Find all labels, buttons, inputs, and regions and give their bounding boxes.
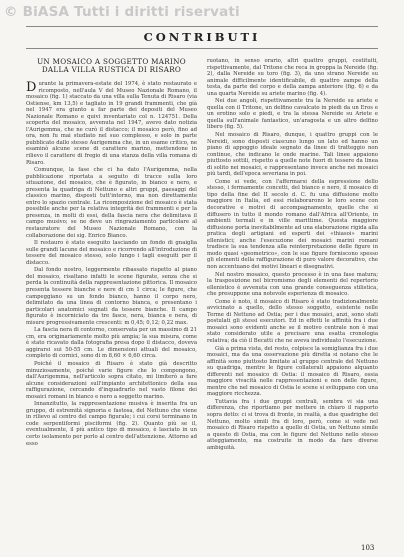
page-number: 103: [361, 544, 375, 552]
drop-cap: D: [26, 80, 37, 95]
top-rule: [26, 26, 378, 27]
paragraph: Tuttavia fra i due gruppi centrali, sembra vi sia una differenza, che riportiamo per mettere in chiaro il rapporto sopra detto: ci si trova di fronte, in realtà, a due quadrighe del Nettuno, molto simili fra di loro, però, come si vede nel mosaico di Risaro rispetto a quello di Ostia, un Nettuno simile a questo di Ostia, ma con le figure del Nettuno nello stesso atteggiamento, ma costruite in modo da fare diverse ambiguità.: [207, 398, 378, 451]
paragraph: Come si vede, con l'affermarsi della espressione dello stesso, i fermamente concetti, del bianco e nero, il mosaico di tipo della fine del II secolo d. C. fu una diffusione molto maggiore in Italia, ed essi rielaborarono le loro scene con decorative e motivi di accompagnamento, quelle che si diffusero in tutto il mondo romano dall'Africa all'Oriente, in ambienti termali e in ville marittime. Questa maggiore diffusione porta inevitabilmente ad una elaborazione rigida alla pratica degli artigiani ed esperti dei «thiasoi» marini ellenistici; anche l'esecuzione dei mosaici marini romani tradisce la sua tendenza alla reinterpretazione delle figure in modo quasi «geometrico», con le sue figure forniscono spesso gli elementi della raffigurazione di puro valore decorativo, che non accentuano dei motivi lineari e disegnativi.: [207, 178, 378, 270]
paragraph: Nel mosaico di Risaro, dunque, i quattro gruppi con le Nereidi, sono disposti ciascuno lungo un lato ed hanno un piano di appoggio ideale segnato da linee di tratteggio non continue, che indicano le onde marine. Tali linee appaiono piuttosto sottili, rispetto a quelle note fuori di tessere da linea di solito nei mosaici, e rappresentano invece anche nei mosaici più tardi, dell'epoca severiana in poi.: [207, 132, 378, 178]
section-heading: CONTRIBUTI: [143, 30, 261, 44]
article-title-line: DALLA VILLA RUSTICA DI RISARO: [41, 65, 182, 74]
right-column: [207, 58, 378, 536]
article-title: [26, 58, 197, 74]
paragraph: ruotano, in senso orario, altri quattro gruppi, costituiti, rispettivamente, dal Tritone che reca in groppa la Nereide (fig. 2), dalla Nereide su toro (fig. 3), da uno strano Nereide su animale difficilmente identificabile, di quattro zampe della testa, da parte del corpo e della zampa anteriore (fig. 6) e da una quarta Nereide su ariete marino (fig. 4).: [207, 58, 378, 97]
paragraph: Innanzitutto, la rappresentazione musiva è inserita fra un gruppo, di estremità signoria e fastosa, del Nettuno che viene in rilievo al centro del campo figurale; i cui corsi terminano in code serpentiformi pisciformi (fig. 2). Quanto più se il, eventualmente, il più antico tipo di mosaico, è lasciato in un certo isolamento per porlo al centro dell'attenzione. Attorno ad esso: [26, 401, 197, 447]
left-column: [26, 58, 197, 536]
watermark: © BiASA Tutti i diritti riservati: [4, 4, 240, 20]
paragraph: Nei due angoli, rispettivamente tra la Nereide su ariete e quella con il Tritone, un delfino cavalcato in piedi da un Eros e un erotino solo e piedi, e tra la stessa Nereide su Ariete e quella sull'animale fantastico, un'aragosta e un altro delfino libero (fig. 5).: [207, 98, 378, 131]
article-title-line: UN MOSAICO A SOGGETTO MARINO: [37, 58, 186, 66]
section-rule: [26, 48, 378, 49]
paragraph: Dal fondo nostro, leggermente ribassato rispetto al piano del mosaico, risaltano infatti le scene figurate, senza che si perda la continuità della rappresentazione pittorica. Il mosaico presenta tessere bianche e nere di cm 1 circa; le figure, che campeggiano su un fondo bianco, hanno il corpo nero, delimitato da una linea di contorno bianca, e presentano i particolari anatomici segnati da tessere bianche. Il campo figurato è incorniciato da tre fasce, nera, bianca e nera, di misure progressivamente crescenti: m 0,45; 0,12; 0,22 max.: [26, 267, 197, 326]
paragraph: La fascia nera di contorno, conservata per un massimo di 21 cm, era originariamente molto più ampia; la sua misura, come è stato ricavato dalla fotografia presa dopo il distacco, doveva aggirarsi sui 50-55 cm. Le dimensioni attuali del mosaico, completo di cornici, sono di m 8,60 × 6,60 circa.: [26, 327, 197, 360]
paragraph: [26, 81, 197, 166]
paragraph: Nel nostro mosaico, questo processo è in una fase matura; la trasposizione nel bicromismo degli elementi del repertorio ellenistico è avvenuta con una grande conseguenza stilistica, che presuppone una notevole esperienza di mosaico.: [207, 271, 378, 298]
paragraph: Già a prima vista, del resto, colpisce la somiglianza fra i due mosaici, ma da una osservazione più diretta si notano che le affinità sono piuttosto limitate al gruppo centrale del Nettuno su quadriga, mentre le figure collaterali appaiono alquanto differenti nel mosaico di Ostia: il mosaico di Risaro, ossia maggiore vivacità nelle rappresentazioni e non delle figure, mentre che nel mosaico di Ostia le scene si sviluppano con una maggiore ricchezza.: [207, 345, 378, 398]
paragraph: Come è noto, il mosaico di Risaro è stato tradizionalmente avvicinato a quello, dello stesso soggetto, esistente nelle Terme di Nettuno ad Ostia; per i due mosaici, anzi, sono stati postulati gli stessi esecutori. Ed in effetti le affinità fra i due mosaici sono evidenti anche se il motivo centrale non è mai stato considerato utile a precisare una esatta cronologia relativa; da ciò il Becatti che ne aveva individuato l'esecuzione.: [207, 298, 378, 344]
paragraph-text: urante la primavera-estate del 1974, è stato restaurato e ricomposto, nell'aula V del Museo Nazionale Romano, il mosaico (fig. 1) staccato da una villa sulla Tenuta di Risaro (via Ostiense, km 13,5) e tagliato in 19 grandi frammenti, che già nel 1947 era giunto a far parte dei depositi del Museo Nazionale Romano e quivi inventariato col n. 124751. Della scoperta del mosaico, avvenuta nel 1947, avevo dato notizia l'Aurigemma, che ne curò il distacco; il mosaico però, fino ad ora, non fu mai studiato nel suo complesso, e solo in parte pubblicato dallo stesso Aurigemma che, in un esame critico, ne esaminò alcune scene di carattere marino, mettendone in rilievo il carattere di fregio di una stanza della villa romana di Risaro.: [26, 81, 197, 166]
paragraph: Comunque, la fase che ci ha dato l'Aurigemma, nella pubblicazione riportata a seguito di tracce sulla loro situazione, del mosaico, che è figurato, in bianco e nero, e presenta la quadriga di Nettuno e altri gruppi, paesaggi del classico marino, disposti tutt'intorno, ma non direttamente entro lo spazio centrale. La ricomposizione del mosaico è stata possibile anche per la relativa integrità dei frammenti e per la presenza, in molti di essi, della fascia nera che delimitava il campo musivo; se ne deve un ringraziamento particolare al restauratore del Museo Nazionale Romano, con la collaborazione dei sig. Enrico Bianco.: [26, 167, 197, 239]
paragraph: Poiché il mosaico di Risaro è stato già descritto minuziosamente, poiché varie figure che lo compongono, dall'Aurigemma, nell'articolo sopra citato, mi limiterò a fare alcune considerazioni sull'impianto architettonico della sua raffigurazione, cercando d'inquadrarlo nel vasto filone dei mosaici romani in bianco e nero a soggetto marino.: [26, 360, 197, 400]
paragraph: Il restauro è stato eseguito lasciando un fondo di gnaiglia sulle grandi lacune del mosaico e ricorrendo all'introduzione di tessere del mosaico stesso, solo lungo i tagli eseguiti per il distacco.: [26, 240, 197, 266]
